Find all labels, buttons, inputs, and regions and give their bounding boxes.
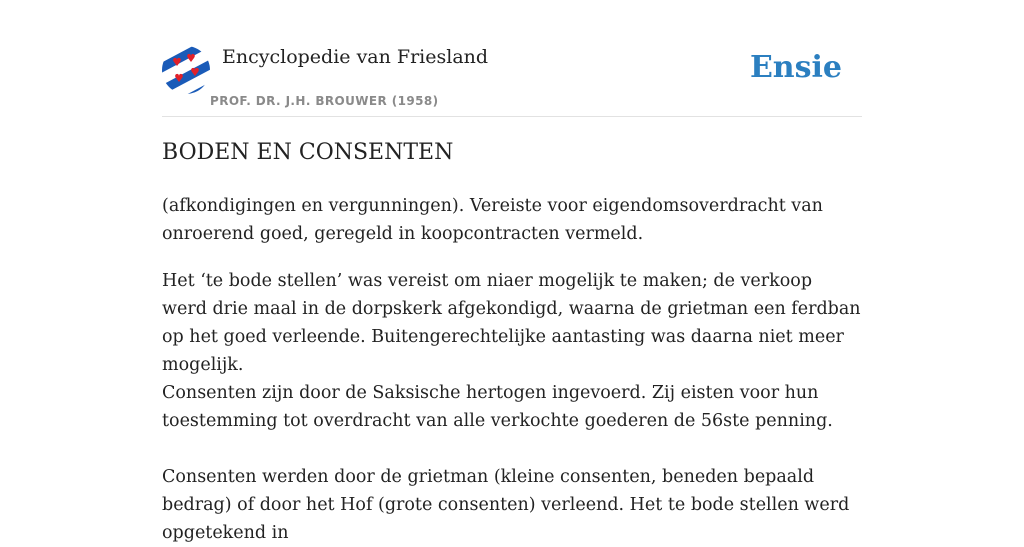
page bbox=[162, 0, 862, 543]
author-credit[interactable]: PROF. DR. J.H. BROUWER (1958) bbox=[210, 94, 439, 108]
article-title: BODEN EN CONSENTEN bbox=[162, 140, 454, 165]
frisian-flag-icon[interactable] bbox=[162, 46, 210, 94]
brand-logo[interactable]: Ensie bbox=[749, 50, 842, 85]
article-paragraph: Consenten werden door de grietman (kleine consenten, beneden bepaald bedrag) of door het Hof (grote consenten) verleend. Het te bode stellen werd opgetekend in bbox=[162, 467, 850, 543]
article-paragraph: Consenten zijn door de Saksische hertogen ingevoerd. Zij eisten voor hun toestemming tot overdracht van alle verkochte goederen de 56ste penning. bbox=[162, 383, 833, 431]
article-paragraph: Het ‘te bode stellen’ was vereist om niaer mogelijk te maken; de verkoop werd drie maal in de dorpskerk afgekondigd, waarna de grietman een ferdban op het goed verleende. Buitengerechtelijke aantasting was daarna niet meer mogelijk. bbox=[162, 271, 861, 375]
site-header bbox=[162, 0, 862, 117]
article-paragraph: (afkondigingen en vergunningen). Vereiste voor eigendomsoverdracht van onroerend goed, geregeld in koopcontracten vermeld. bbox=[162, 196, 823, 244]
site-name[interactable]: Encyclopedie van Friesland bbox=[222, 46, 489, 68]
